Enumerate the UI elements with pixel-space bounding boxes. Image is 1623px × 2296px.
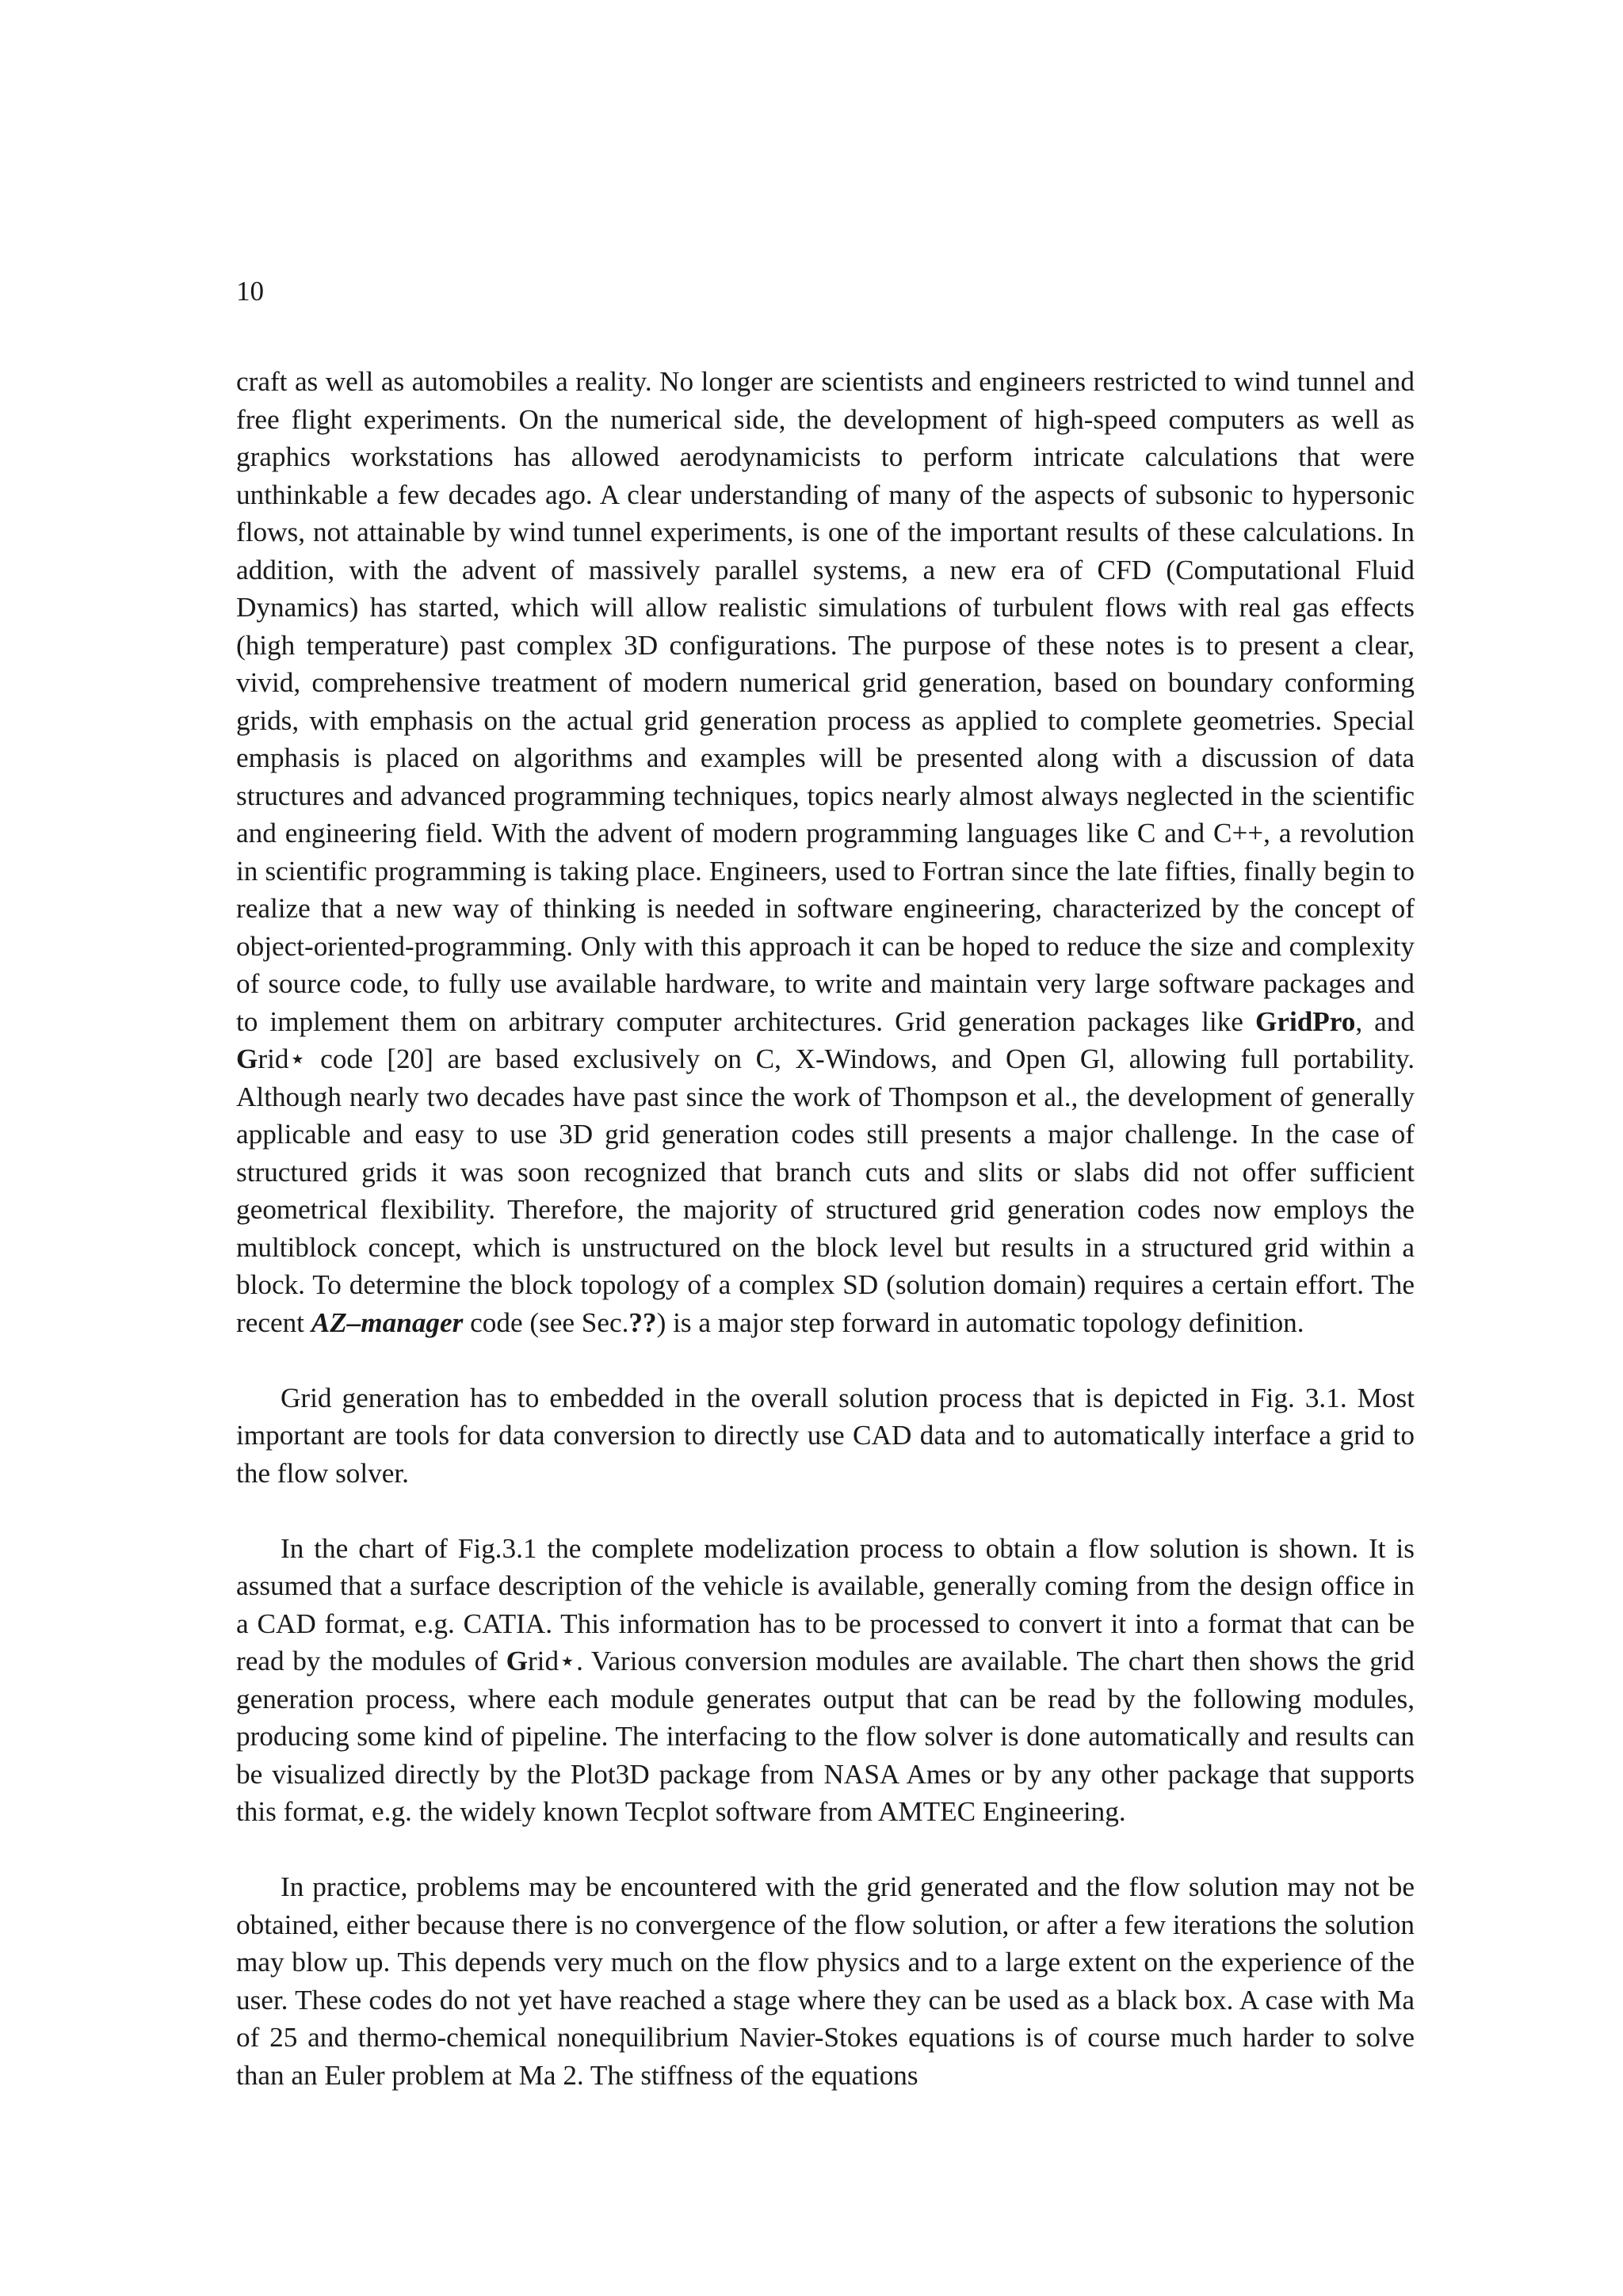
paragraph (236, 363, 1415, 1341)
body-text (236, 363, 1415, 2132)
text-segment: AZ–manager (311, 1306, 464, 1338)
text-segment: In practice, problems may be encountered with the grid generated and the flow solution may not be obtained, either because there is no convergence of the flow solution, or after a few iterations the solution may blow up. This depends very much on the flow physics and to a large extent on the experience of the user. These codes do not yet have reached a stage where they can be used as a black box. A case with Ma of 25 and thermo-chemical nonequilibrium Navier-Stokes equations is of course much harder to solve than an Euler problem at Ma 2. The stiffness of the equations (236, 1871, 1415, 2091)
text-segment: GridPro (1254, 1005, 1356, 1037)
text-segment: G (506, 1646, 528, 1676)
text-segment: , and (1355, 1005, 1415, 1037)
text-segment: Grid generation has to embedded in the overall solution process that is depicted in Fig. 3.1. Most important are tools for data conversion to directly use CAD data and to automatically interface a grid to the flow solver. (236, 1382, 1415, 1489)
text-segment: craft as well as automobiles a reality. No longer are scientists and engineers restricted to wind tunnel and free flight experiments. On the numerical side, the development of high-speed computers as well as graphics workstations has allowed aerodynamicists to perform intricate calculations that were unthinkable a few decades ago. A clear understanding of many of the aspects of subsonic to hypersonic flows, not attainable by wind tunnel experiments, is one of the important results of these calculations. In addition, with the advent of massively parallel systems, a new era of CFD (Computational Fluid Dynamics) has started, which will allow realistic simulations of turbulent flows with real gas effects (high temperature) past complex 3D configurations. The purpose of these notes is to present a clear, vivid, comprehensive treatment of modern numerical grid generation, based on boundary conforming grids, with emphasis on the actual grid generation process as applied to complete geometries. Special emphasis is placed on algorithms and examples will be presented along with a discussion of data structures and advanced programming techniques, topics nearly almost always neglected in the scientific and engineering field. With the advent of modern programming languages like C and C++, a revolution in scientific programming is taking place. Engineers, used to Fortran since the late fifties, finally begin to realize that a new way of thinking is needed in software engineering, characterized by the concept of object-oriented-programming. Only with this approach it can be hoped to reduce the size and complexity of source code, to fully use available hardware, to write and maintain very large software packages and to implement them on arbitrary computer architectures. Grid generation packages like (236, 366, 1415, 1037)
paragraph (236, 1379, 1415, 1493)
text-segment: rid⋆ code [20] are based exclusively on C, X-Windows, and Open Gl, allowing full portability. Although nearly two decades have past since the work of Thompson et al., the development of generally applicable and easy to use 3D grid generation codes still presents a major challenge. In the case of structured grids it was soon recognized that branch cuts and slits or slabs did not offer sufficient geometrical flexibility. Therefore, the majority of structured grid generation codes now employs the multiblock concept, which is unstructured on the block level but results in a structured grid within a block. To determine the block topology of a complex SD (solution domain) requires a certain effort. The recent (236, 1043, 1415, 1338)
paragraph (236, 1530, 1415, 1831)
text-segment: rid⋆. Various conversion modules are available. The chart then shows the grid generation process, where each module generates output that can be read by the following modules, producing some kind of pipeline. The interfacing to the flow solver is done automatically and results can be visualized directly by the Plot3D package from NASA Ames or by any other package that supports this format, e.g. the widely known Tecplot software from AMTEC Engineering. (236, 1646, 1415, 1827)
text-segment: code (see Sec. (463, 1306, 629, 1338)
text-segment: ?? (628, 1306, 657, 1338)
text-segment: ) is a major step forward in automatic topology definition. (656, 1306, 1304, 1338)
text-segment: G (236, 1043, 258, 1074)
paragraph (236, 1868, 1415, 2094)
text-segment: In the chart of Fig.3.1 the complete modelization process to obtain a flow solution is shown. It is assumed that a surface description of the vehicle is available, generally coming from the design office in a CAD format, e.g. CATIA. This information has to be processed to convert it into a format that can be read by the modules of (236, 1532, 1415, 1676)
page-number: 10 (236, 276, 264, 307)
